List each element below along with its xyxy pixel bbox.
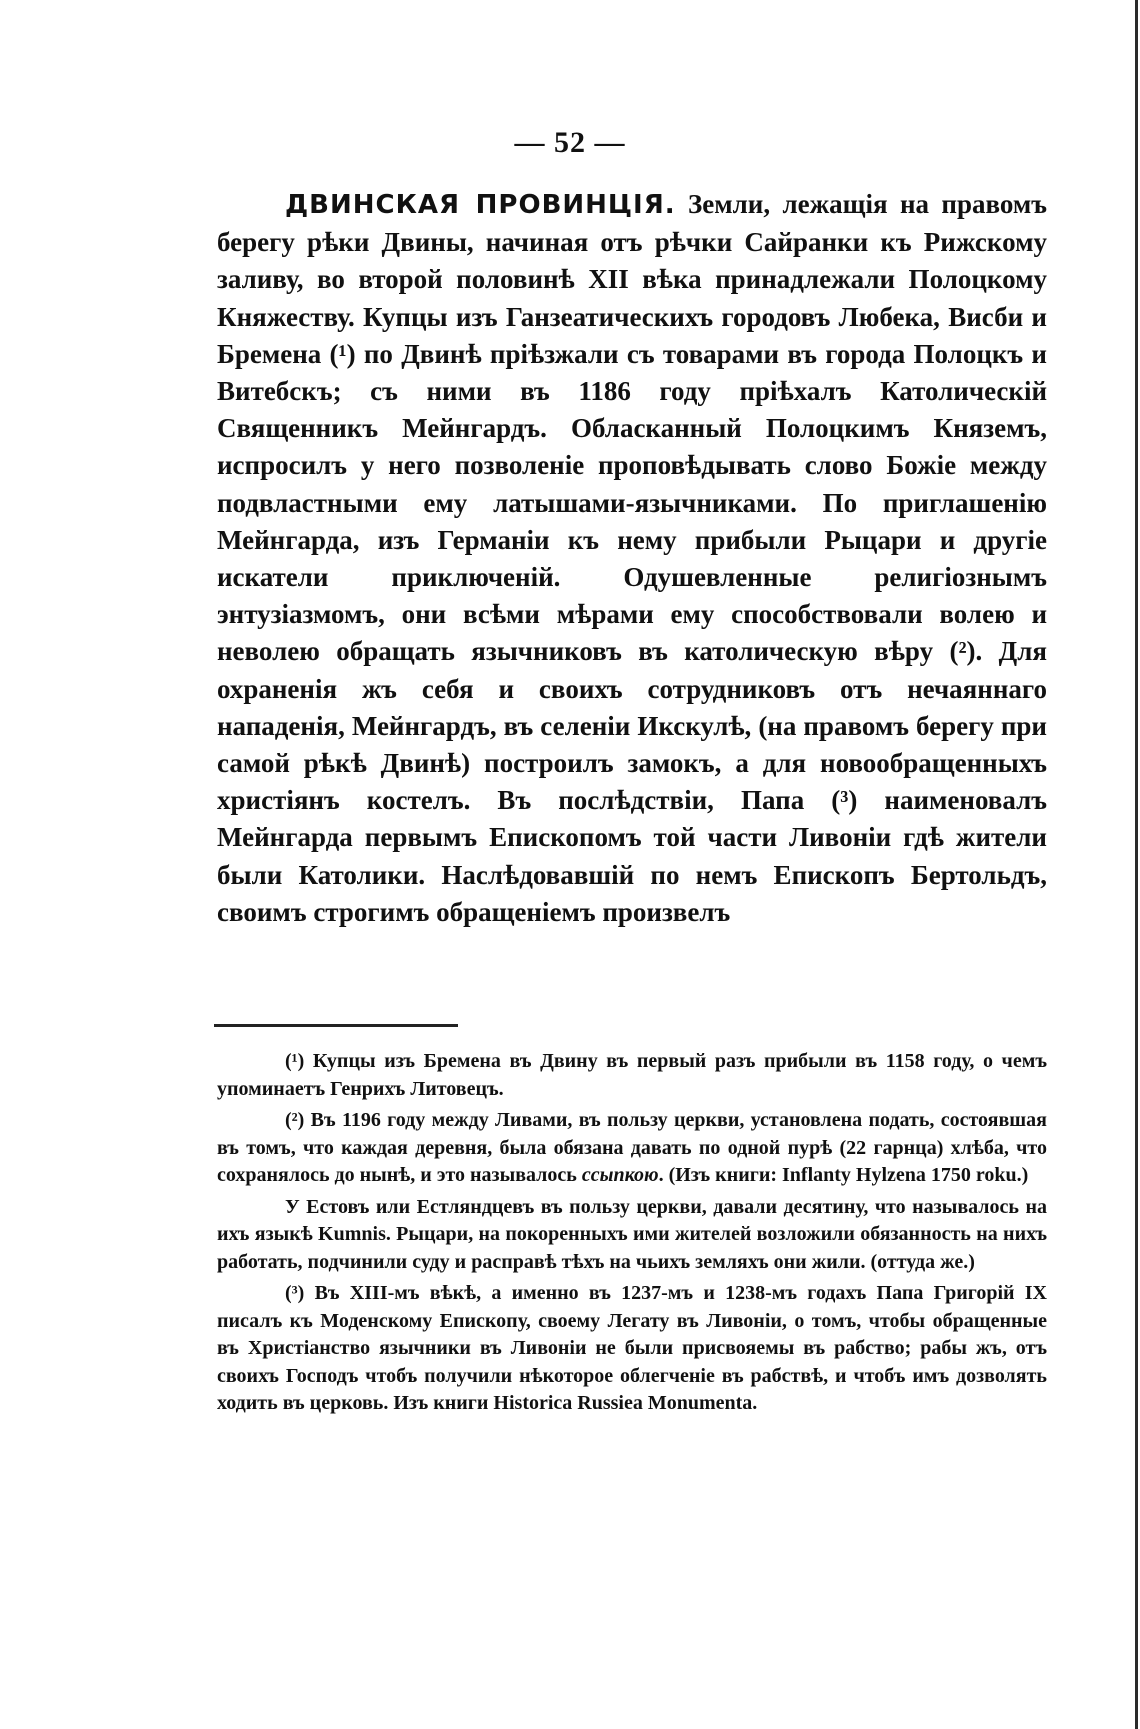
footnote-2-continuation: У Естовъ или Естляндцевъ въ пользу церкви, давали десятину, что называлось на ихъ языкѣ Kumnis. Рыцари, на покоренныхъ ими жителей возложили обязанность на нихъ работать, подчинили суду и расправѣ тѣхъ на чьихъ земляхъ они жили. (оттуда же.) [217, 1195, 1047, 1273]
section-title: ДВИНСКАЯ ПРОВИНЦІЯ. [285, 190, 676, 220]
footnote-3: (³) Въ XIII-мъ вѣкѣ, а именно въ 1237-мъ и 1238-мъ годахъ Папа Григорій IX писалъ къ Моденскому Епископу, своему Легату въ Ливоніи, о томъ, чтобы обращенные въ Христіанство язычники въ Ливоніи не были присвояемы въ рабство; рабы жъ, отъ своихъ Господъ чтобъ получили нѣкоторое облегченіе въ рабствѣ, и чтобъ имъ дозволять ходить въ церковь. Изъ книги Historica Russiea Monumenta. [217, 1282, 1047, 1414]
footnotes-section [217, 1048, 1047, 1422]
footnote-2 [217, 1107, 1047, 1190]
footnote-2-source: . (Изъ книги: Inflanty Hylzena 1750 roku.) [658, 1164, 1029, 1186]
page-number: — 52 — [514, 126, 626, 159]
footnote-2-text: (²) Въ 1196 году между Ливами, въ пользу церкви, установлена подать, состоявшая въ томъ, что каждая деревня, была обязана давать по одной пурѣ (22 гарнца) хлѣба, что сохранялось до нынѣ, и это называлось [217, 1109, 1047, 1186]
page-edge-shadow [1135, 0, 1138, 1729]
footnote-divider [214, 1024, 458, 1027]
main-paragraph [217, 186, 1047, 931]
main-paragraph-text: Земли, лежащія на правомъ берегу рѣки Двины, начиная отъ рѣчки Сайранки къ Рижскому заливу, во второй половинѣ XII вѣка принадлежали Полоцкому Княжеству. Купцы изъ Ганзеатическихъ городовъ Любека, Висби и Бремена (¹) по Двинѣ пріѣзжали съ товарами въ города Полоцкъ и Витебскъ; съ ними въ 1186 году пріѣхалъ Католическій Священникъ Мейнгардъ. Обласканный Полоцкимъ Княземъ, испросилъ у него позволеніе проповѣдывать слово Божіе между подвластными ему латышами-язычниками. По приглашенію Мейнгарда, изъ Германіи къ нему прибыли Рыцари и другіе искатели приключеній. Одушевленные религіознымъ энтузіазмомъ, они всѣми мѣрами ему способствовали волею и неволею обращать язычниковъ въ католическую вѣру (²). Для охраненія жъ себя и своихъ сотрудниковъ отъ нечаяннаго нападенія, Мейнгардъ, въ селеніи Икскулѣ, (на правомъ берегу при самой рѣкѣ Двинѣ) построилъ замокъ, а для новообращенныхъ христіянъ костелъ. Въ послѣдствіи, Папа (³) наименовалъ Мейнгарда первымъ Епископомъ той части Ливоніи гдѣ жители были Католики. Наслѣдовавшій по немъ Епископъ Бертольдъ, своимъ строгимъ обращеніемъ произвелъ [217, 189, 1048, 927]
footnote-1: (¹) Купцы изъ Бремена въ Двину въ первый разъ прибыли въ 1158 году, о чемъ упоминаетъ Генрихъ Литовецъ. [217, 1050, 1047, 1100]
footnote-2-italic-term: ссыпкою [581, 1164, 659, 1186]
